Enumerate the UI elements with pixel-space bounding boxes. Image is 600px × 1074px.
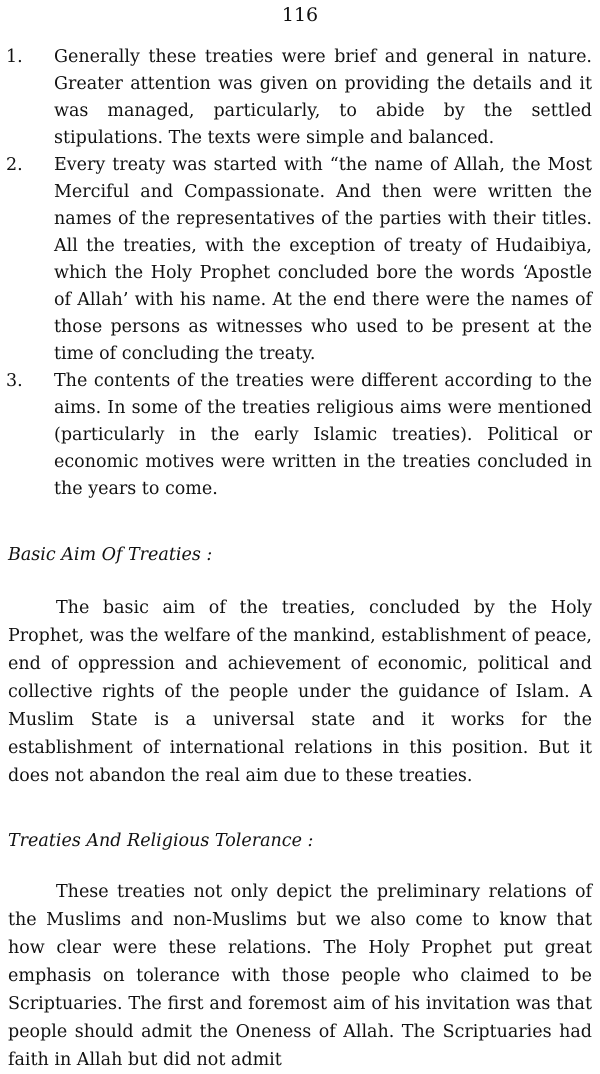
list-item-number: 1.: [6, 47, 23, 67]
section-heading: Treaties And Religious Tolerance :: [8, 831, 314, 851]
section-paragraph: These treaties not only depict the preliminary relations of the Muslims and non-Muslims but we also come to know that how clear were these relations. The Holy Prophet put great emphasis on tolerance with those people who claimed to be Scriptuaries. The first and foremost aim of his invitation was that people should admit the Oneness of Allah. The Scriptuaries had faith in Allah but did not admit: [8, 882, 592, 1070]
numbered-list: [6, 44, 592, 503]
list-item-number: 2.: [6, 155, 23, 175]
list-item-number: 3.: [6, 371, 23, 391]
list-item-text: Every treaty was started with “the name of Allah, the Most Merciful and Compassionate. And then were written the names of the representatives of the parties with their titles. All the treaties, with the exception of treaty of Hudaibiya, which the Holy Prophet concluded bore the words ‘Apostle of Allah’ with his name. At the end there were the names of those persons as witnesses who used to be present at the time of concluding the treaty.: [54, 155, 592, 364]
section-heading: Basic Aim Of Treaties :: [8, 545, 213, 565]
section-paragraph: The basic aim of the treaties, concluded by the Holy Prophet, was the welfare of the mankind, establishment of peace, end of oppression and achievement of economic, political and collective rights of the people under the guidance of Islam. A Muslim State is a universal state and it works for the establishment of international relations in this position. But it does not abandon the real aim due to these treaties.: [8, 598, 592, 786]
list-item: [6, 44, 592, 152]
list-item: [6, 368, 592, 503]
page-number: 116: [281, 4, 319, 26]
list-item-text: Generally these treaties were brief and general in nature. Greater attention was given on providing the details and it was managed, particularly, to abide by the settled stipulations. The texts were simple and balanced.: [54, 47, 592, 148]
list-item: [6, 152, 592, 368]
list-item-text: The contents of the treaties were different according to the aims. In some of the treaties religious aims were mentioned (particularly in the early Islamic treaties). Political or economic motives were written in the treaties concluded in the years to come.: [54, 371, 592, 499]
